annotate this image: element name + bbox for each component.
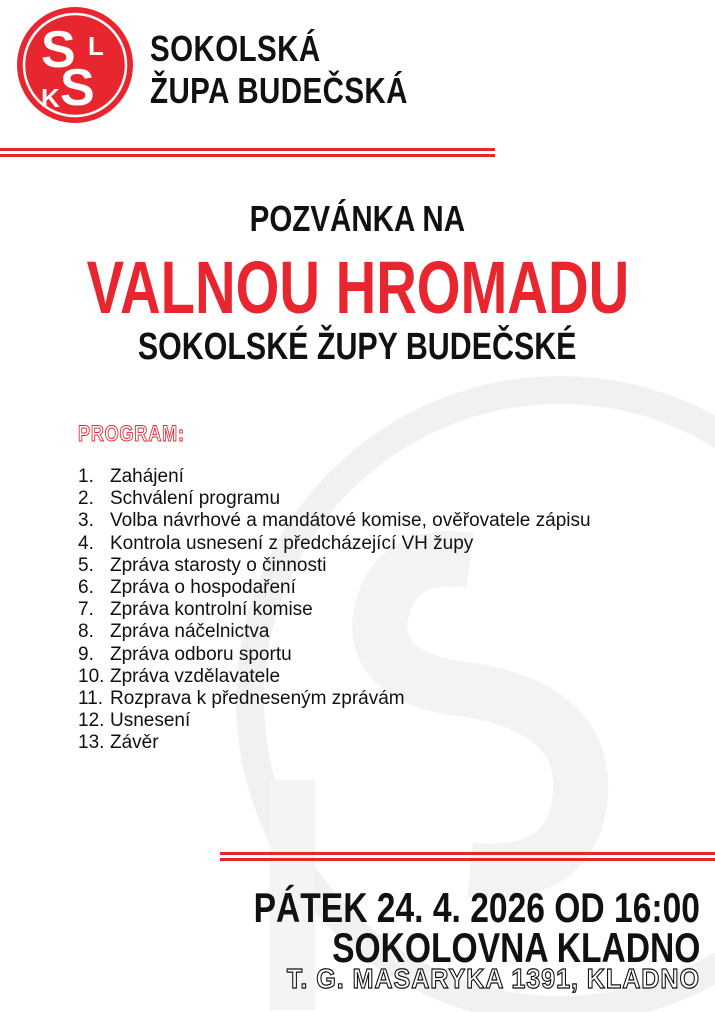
program-heading: PROGRAM:	[78, 421, 185, 446]
program-item-text: Zahájení	[110, 466, 184, 487]
svg-text:L: L	[88, 31, 104, 61]
program-item-text: Usnesení	[110, 710, 191, 732]
event-venue-text: SOKOLOVNA KLADNO	[331, 924, 700, 971]
program-item-number: 4.	[78, 532, 94, 554]
program-item-text: Schválení programu	[110, 488, 281, 510]
org-subheading	[0, 326, 715, 369]
event-datetime-text: PÁTEK 24. 4. 2026 OD 16:00	[253, 884, 700, 931]
event-address	[241, 963, 700, 995]
program-item-text: Rozprava k předneseným zprávám	[110, 688, 405, 710]
program-item	[78, 488, 688, 510]
program-item-number: 10.	[78, 665, 105, 687]
sokol-logo	[15, 5, 135, 125]
program-item	[78, 510, 688, 532]
program-item-text: Kontrola usnesení z předcházející VH župy	[110, 532, 474, 554]
program-list	[78, 466, 688, 755]
program-item	[78, 533, 688, 555]
program-item	[78, 577, 688, 599]
title-line1: POZVÁNKA NA	[249, 198, 466, 239]
program-item-text: Zpráva kontrolní komise	[110, 599, 313, 621]
program-item-number: 9.	[78, 643, 94, 665]
program-item-number: 6.	[78, 577, 94, 599]
program-item-number: 13.	[78, 732, 105, 754]
program-item-number: 12.	[78, 710, 105, 732]
program-item	[78, 644, 688, 666]
program-item	[78, 732, 688, 754]
program-item	[78, 688, 688, 710]
org-name	[150, 28, 408, 112]
program-item-text: Závěr	[110, 732, 159, 754]
invitation-heading	[0, 198, 715, 240]
divider	[0, 148, 495, 151]
program-item	[78, 466, 688, 488]
program-item-text: Zpráva vzdělavatele	[110, 665, 281, 687]
org-name-line2: ŽUPA BUDEČSKÁ	[150, 70, 408, 111]
program-item-number: 8.	[78, 621, 94, 643]
program-item-number: 2.	[78, 488, 94, 510]
org-name-line1: SOKOLSKÁ	[150, 28, 321, 69]
program-item	[78, 710, 688, 732]
program-item-number: 11.	[78, 688, 104, 710]
svg-text:K: K	[41, 83, 60, 113]
program-item-text: Zpráva o hospodaření	[110, 577, 296, 599]
program-item-number: 7.	[78, 599, 94, 621]
program-item-number: 5.	[78, 554, 94, 576]
program-item	[78, 666, 688, 688]
program-item-number: 1.	[78, 466, 94, 487]
program-item	[78, 621, 688, 643]
program-item	[78, 555, 688, 577]
title-line3: SOKOLSKÉ ŽUPY BUDEČSKÉ	[138, 326, 577, 368]
program-item-text: Zpráva odboru sportu	[110, 643, 292, 665]
divider	[0, 154, 495, 157]
svg-text:S: S	[41, 21, 76, 79]
title-line2: VALNOU HROMADU	[86, 246, 629, 329]
program-item-text: Zpráva starosty o činnosti	[110, 554, 327, 576]
divider	[220, 858, 715, 861]
divider	[220, 852, 715, 855]
program-item-text: Zpráva náčelnictva	[110, 621, 270, 643]
program-item	[78, 599, 688, 621]
svg-text:S: S	[60, 59, 95, 117]
assembly-heading	[0, 245, 715, 330]
program-item-text: Volba návrhové a mandátové komise, ověřovatele zápisu	[110, 510, 591, 532]
event-address-text: T. G. MASARYKA 1391, KLADNO	[286, 963, 700, 994]
program-item-number: 3.	[78, 510, 94, 532]
